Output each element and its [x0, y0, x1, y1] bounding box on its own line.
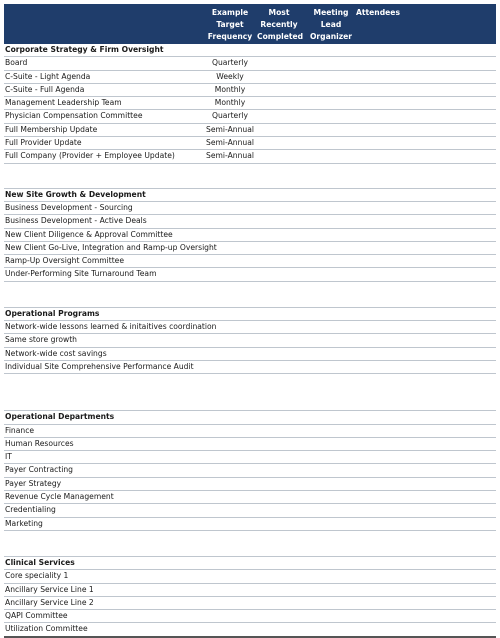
meeting-name: QAPI Committee — [5, 611, 68, 621]
table-row — [4, 215, 496, 228]
meeting-name: Payer Strategy — [5, 478, 62, 488]
table-row — [4, 584, 496, 597]
table-row — [4, 623, 496, 637]
section-spacer — [4, 282, 496, 308]
header-most-recently-completed: Most Recently Completed — [257, 8, 304, 42]
meeting-frequency: Quarterly — [212, 58, 248, 68]
table-row — [4, 518, 496, 531]
meeting-name: New Client Go-Live, Integration and Ramp-up Oversight — [5, 242, 217, 252]
section-title — [4, 411, 496, 424]
meeting-name: New Client Diligence & Approval Committee — [5, 229, 173, 239]
section-title-label: Clinical Services — [5, 557, 75, 567]
table-row — [4, 597, 496, 610]
meeting-name: Ancillary Service Line 1 — [5, 584, 94, 594]
meeting-name: Physician Compensation Committee — [5, 111, 143, 121]
section-spacer — [4, 374, 496, 411]
section-title-label: New Site Growth & Development — [5, 189, 146, 199]
section-title — [4, 189, 496, 202]
meeting-name: Under-Performing Site Turnaround Team — [5, 269, 157, 279]
meeting-name: Human Resources — [5, 438, 74, 448]
meeting-name: Board — [5, 58, 28, 68]
meeting-frequency: Quarterly — [212, 111, 248, 121]
header-attendees: Attendees — [356, 8, 400, 17]
meeting-name: Utilization Committee — [5, 624, 88, 634]
meeting-name: Same store growth — [5, 335, 77, 345]
table-row — [4, 478, 496, 491]
header-target-frequency: Example Target Frequency — [207, 8, 253, 42]
table-row — [4, 425, 496, 438]
meeting-frequency: Semi-Annual — [206, 151, 254, 161]
meeting-name: C-Suite - Light Agenda — [5, 71, 91, 81]
table-row — [4, 137, 496, 150]
meeting-name: Revenue Cycle Management — [5, 492, 114, 502]
section-title-label: Operational Programs — [5, 308, 100, 318]
table-row — [4, 110, 496, 123]
meeting-name: Network-wide cost savings — [5, 348, 107, 358]
meeting-name: C-Suite - Full Agenda — [5, 84, 85, 94]
table-row — [4, 124, 496, 137]
section-title-label: Corporate Strategy & Firm Oversight — [5, 45, 164, 54]
table-row — [4, 268, 496, 281]
table-row — [4, 97, 496, 110]
meeting-name: Individual Site Comprehensive Performance Audit — [5, 361, 194, 371]
meeting-name: Ancillary Service Line 2 — [5, 597, 94, 607]
meeting-name: Full Provider Update — [5, 138, 82, 148]
meeting-name: Credentialing — [5, 505, 56, 515]
meeting-name: Payer Contracting — [5, 465, 74, 475]
table-row — [4, 570, 496, 583]
section-spacer — [4, 164, 496, 189]
meeting-name: Marketing — [5, 518, 43, 528]
header-meeting-lead-organizer: Meeting Lead Organizer — [309, 8, 353, 42]
meeting-name: Full Membership Update — [5, 124, 98, 134]
meeting-name: Ramp-Up Oversight Committee — [5, 256, 125, 266]
table-row — [4, 464, 496, 477]
table-row — [4, 491, 496, 504]
meeting-frequency: Monthly — [214, 84, 246, 94]
section-spacer — [4, 531, 496, 557]
table-row — [4, 348, 496, 361]
table-row — [4, 334, 496, 347]
table-body — [4, 44, 496, 638]
meeting-name: Core speciality 1 — [5, 571, 69, 581]
meeting-frequency: Semi-Annual — [206, 138, 254, 148]
table-row — [4, 202, 496, 215]
meeting-name: Finance — [5, 425, 35, 435]
table-row — [4, 255, 496, 268]
section-title — [4, 308, 496, 321]
table-header — [4, 4, 496, 44]
table-row — [4, 438, 496, 451]
meeting-frequency: Semi-Annual — [206, 124, 254, 134]
meeting-schedule-sheet — [4, 4, 496, 638]
table-row — [4, 150, 496, 163]
table-row — [4, 610, 496, 623]
meeting-name: Business Development - Active Deals — [5, 216, 147, 226]
table-row — [4, 242, 496, 255]
meeting-name: Full Company (Provider + Employee Update) — [5, 151, 175, 161]
section-title — [4, 44, 496, 57]
section-title — [4, 557, 496, 570]
table-row — [4, 321, 496, 334]
meeting-name: Business Development - Sourcing — [5, 202, 133, 212]
table-row — [4, 361, 496, 374]
table-row — [4, 84, 496, 97]
table-row — [4, 451, 496, 464]
table-row — [4, 504, 496, 517]
section-title-label: Operational Departments — [5, 412, 115, 422]
meeting-name: Network-wide lessons learned & initaitives coordination — [5, 322, 217, 332]
meeting-name: Management Leadership Team — [5, 98, 122, 108]
meeting-frequency: Monthly — [214, 98, 246, 108]
meeting-name: IT — [5, 452, 12, 462]
table-row — [4, 229, 496, 242]
meeting-frequency: Weekly — [216, 71, 244, 81]
table-row — [4, 71, 496, 84]
table-row — [4, 57, 496, 70]
